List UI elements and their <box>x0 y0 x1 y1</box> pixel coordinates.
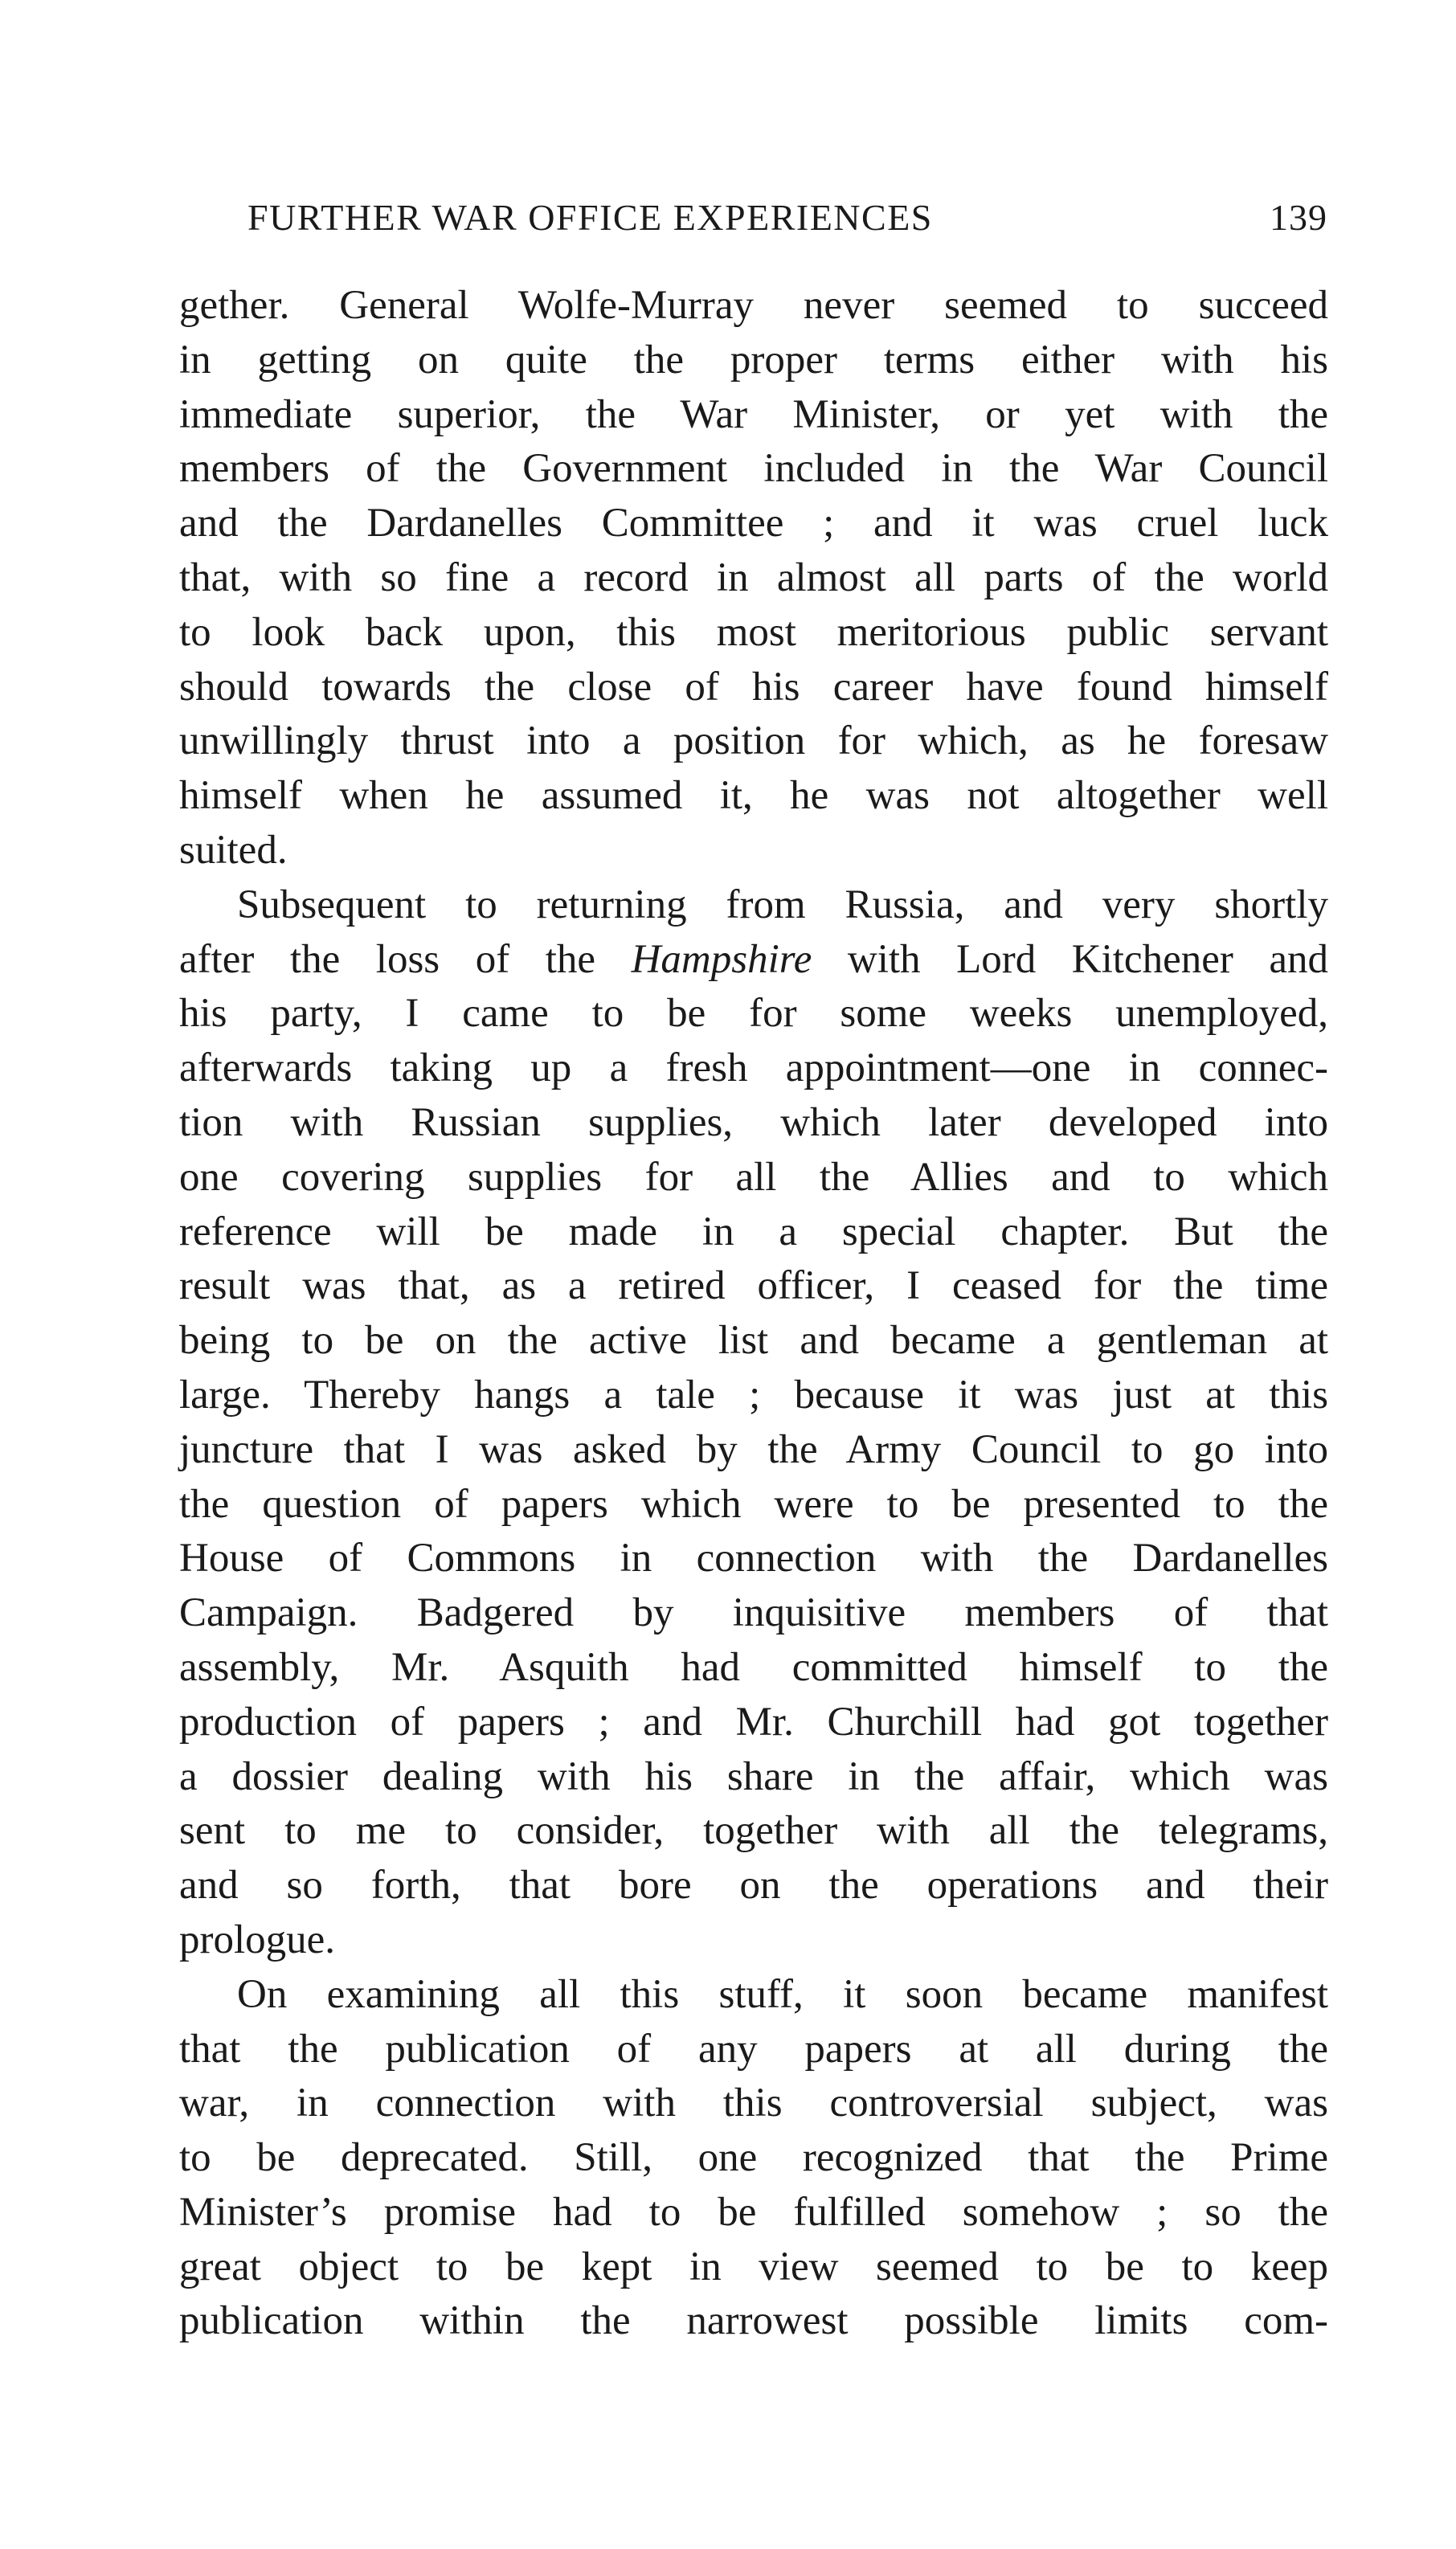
text-line <box>179 388 1328 443</box>
line-text: reference will be made in a special chapter. But the <box>179 1209 1328 1254</box>
line-text: great object to be kept in view seemed to be to keep <box>179 2244 1328 2289</box>
text-line <box>179 933 1328 988</box>
text-line <box>179 1096 1328 1151</box>
text-line <box>179 2131 1328 2186</box>
text-line <box>179 769 1328 824</box>
text-line <box>179 442 1328 497</box>
text-run: with Lord Kitchener and <box>812 936 1328 982</box>
line-text: unwillingly thrust into a position for which, as he foresaw <box>179 718 1328 764</box>
line-text: suited. <box>179 827 288 873</box>
line-text: afterwards taking up a fresh appointment—one in connec- <box>179 1045 1328 1091</box>
text-line <box>179 606 1328 661</box>
text-line <box>179 2186 1328 2240</box>
text-line <box>179 1586 1328 1641</box>
line-text: production of papers ; and Mr. Churchill had got together <box>179 1699 1328 1745</box>
text-line <box>179 1750 1328 1805</box>
paragraph-2 <box>179 878 1328 1968</box>
paragraph-3 <box>179 1968 1328 2350</box>
text-line <box>179 987 1328 1041</box>
text-line <box>179 1205 1328 1260</box>
line-text: war, in connection with this controversial subject, was <box>179 2081 1328 2126</box>
line-text: his party, I came to be for some weeks unemployed, <box>179 991 1328 1037</box>
text-line <box>179 1968 1328 2023</box>
line-text: to look back upon, this most meritorious public servant <box>179 609 1328 655</box>
text-line <box>179 497 1328 551</box>
body-text <box>179 279 1328 2349</box>
text-line <box>179 661 1328 715</box>
line-text: House of Commons in connection with the Dardanelles <box>179 1536 1328 1581</box>
paragraph-1 <box>179 279 1328 878</box>
text-line <box>179 1151 1328 1205</box>
text-line <box>179 1478 1328 1532</box>
line-text: prologue. <box>179 1917 336 1962</box>
line-text: Campaign. Badgered by inquisitive members of that <box>179 1590 1328 1636</box>
line-text: to be deprecated. Still, one recognized that the Prime <box>179 2135 1328 2181</box>
text-line <box>179 714 1328 769</box>
text-line <box>179 1041 1328 1096</box>
text-line <box>179 1859 1328 1913</box>
line-text: himself when he assumed it, he was not altogether well <box>179 773 1328 819</box>
text-line <box>179 1259 1328 1314</box>
text-line <box>179 824 1328 878</box>
text-line <box>179 1314 1328 1369</box>
text-line <box>179 1532 1328 1586</box>
line-text: being to be on the active list and became a gentleman at <box>179 1318 1328 1364</box>
line-text: should towards the close of his career have found himself <box>179 664 1328 710</box>
line-text: Minister’s promise had to be fulfilled somehow ; so the <box>179 2189 1328 2235</box>
line-text: that, with so fine a record in almost all parts of the world <box>179 554 1328 600</box>
line-text: the question of papers which were to be presented to the <box>179 1481 1328 1527</box>
line-text: juncture that I was asked by the Army Council to go into <box>179 1426 1328 1472</box>
text-line <box>179 2076 1328 2131</box>
text-line <box>179 2240 1328 2295</box>
running-header <box>241 190 1327 246</box>
text-line <box>179 2023 1328 2077</box>
line-text: publication within the narrowest possible limits com- <box>179 2298 1328 2344</box>
line-text: and so forth, that bore on the operations and their <box>179 1863 1328 1909</box>
line-text: and the Dardanelles Committee ; and it was cruel luck <box>179 501 1328 546</box>
line-text: in getting on quite the proper terms either with his <box>179 337 1328 383</box>
text-line <box>179 333 1328 388</box>
text-line <box>179 1804 1328 1859</box>
line-text: sent to me to consider, together with all the telegrams, <box>179 1808 1328 1854</box>
ship-name-italic: Hampshire <box>631 936 812 982</box>
line-text: that the publication of any papers at all during the <box>179 2026 1328 2072</box>
line-text: a dossier dealing with his share in the affair, which was <box>179 1753 1328 1799</box>
text-line <box>179 1913 1328 1968</box>
line-text: Subsequent to returning from Russia, and very shortly <box>237 882 1328 927</box>
line-text: one covering supplies for all the Allies and to which <box>179 1154 1328 1200</box>
line-text: assembly, Mr. Asquith had committed himself to the <box>179 1644 1328 1690</box>
text-line <box>179 1369 1328 1423</box>
text-line <box>179 878 1328 933</box>
text-line <box>179 551 1328 606</box>
line-text: result was that, as a retired officer, I ceased for the time <box>179 1263 1328 1309</box>
page-number: 139 <box>1270 197 1327 238</box>
text-run: after the loss of the <box>179 936 632 982</box>
line-text: On examining all this stuff, it soon became manifest <box>237 1971 1328 2017</box>
line-text: members of the Government included in the War Council <box>179 446 1328 492</box>
text-line <box>179 2294 1328 2349</box>
text-line <box>179 1696 1328 1750</box>
line-text: immediate superior, the War Minister, or yet with the <box>179 391 1328 437</box>
line-text: tion with Russian supplies, which later developed into <box>179 1099 1328 1145</box>
text-line <box>179 1423 1328 1478</box>
text-line <box>179 279 1328 333</box>
line-text <box>179 937 1328 982</box>
text-line <box>179 1641 1328 1696</box>
line-text: gether. General Wolfe-Murray never seemed to succeed <box>179 283 1328 328</box>
line-text: large. Thereby hangs a tale ; because it was just at this <box>179 1372 1328 1418</box>
running-title: FURTHER WAR OFFICE EXPERIENCES <box>247 197 933 238</box>
